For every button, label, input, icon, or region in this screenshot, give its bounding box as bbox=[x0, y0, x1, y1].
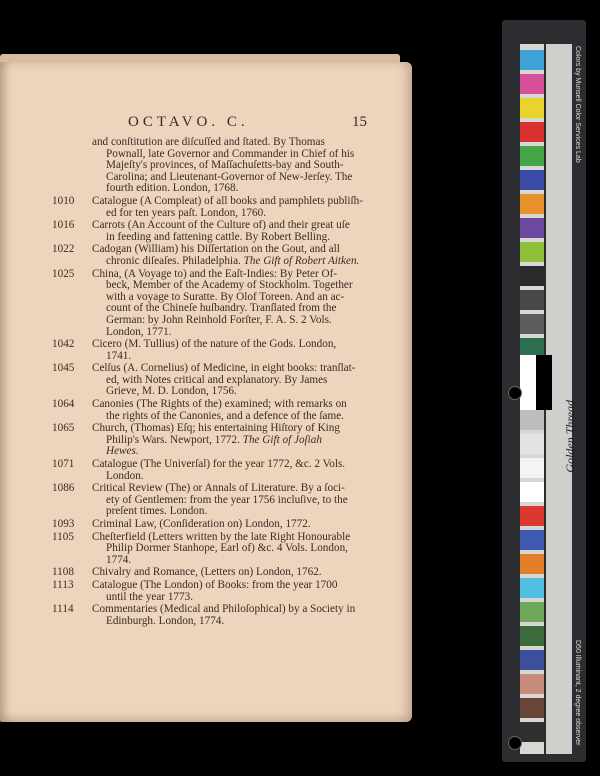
entry-line: China, (A Voyage to) and the Eaſt-Indies: By Peter Of- bbox=[92, 267, 338, 280]
entry-line: chronic diſeaſes. Philadelphia. The Gift of Robert Aitken. bbox=[106, 254, 360, 267]
entry-line: Canonies (The Rights of the) examined; with remarks on bbox=[92, 398, 347, 411]
entry-line: Majeſty's provinces, of Maſſachuſetts-bay and South- bbox=[106, 159, 344, 172]
handwritten-label: Golden Thread bbox=[563, 400, 577, 473]
catalogue-entry bbox=[52, 532, 370, 567]
entry-line: Pownall, late Governor and Commander in Chief of his bbox=[106, 147, 355, 160]
color-swatch bbox=[520, 314, 544, 334]
entry-line: in feeding and fattening cattle. By Robert Belling. bbox=[106, 230, 331, 243]
color-swatch bbox=[520, 122, 544, 142]
color-swatch bbox=[520, 482, 544, 502]
entry-line: ed, with Notes critical and explanatory. By James bbox=[106, 373, 328, 386]
color-swatch bbox=[520, 194, 544, 214]
entry-line: German: by John Reinhold Forſter, F. A. S. 2 Vols. bbox=[106, 313, 332, 326]
entry-line: London, 1771. bbox=[106, 325, 172, 338]
page-gutter-shadow bbox=[0, 62, 12, 722]
entry-number: 1114 bbox=[52, 603, 74, 616]
entry-line: Commentaries (Medical and Philoſophical) by a Society in bbox=[92, 603, 356, 616]
color-swatch bbox=[520, 554, 544, 574]
entry-line: Carrots (An Account of the Culture of) and their great uſe bbox=[92, 219, 350, 232]
color-swatch bbox=[520, 506, 544, 526]
color-swatch bbox=[520, 290, 544, 310]
color-swatch bbox=[520, 650, 544, 670]
entry-number: 1025 bbox=[52, 267, 75, 280]
color-swatch bbox=[520, 434, 544, 454]
catalogue-entry bbox=[52, 339, 370, 362]
entry-number: 1086 bbox=[52, 482, 75, 495]
catalogue-entry bbox=[52, 196, 370, 219]
catalogue-entry bbox=[52, 580, 370, 603]
entry-line: 1774. bbox=[106, 553, 132, 566]
color-swatch bbox=[520, 626, 544, 646]
entry-line: ety of Gentlemen: from the year 1756 incluſive, to the bbox=[106, 493, 348, 506]
catalogue-entry bbox=[52, 137, 370, 195]
target-hole-icon bbox=[508, 736, 522, 750]
entry-line: Cicero (M. Tullius) of the nature of the Gods. London, bbox=[92, 338, 337, 351]
entry-line: Chivalry and Romance, (Letters on) London, 1762. bbox=[92, 566, 322, 579]
color-swatch bbox=[520, 674, 544, 694]
catalogue-entry bbox=[52, 269, 370, 339]
entry-line: Cheſterfield (Letters written by the late Right Honourable bbox=[92, 530, 351, 543]
entry-line: Philip's Wars. Newport, 1772. The Gift of Joſiah bbox=[106, 433, 322, 446]
entry-line: Cadogan (William) his Diſſertation on the Gout, and all bbox=[92, 243, 340, 256]
entry-number: 1071 bbox=[52, 458, 75, 471]
color-swatch bbox=[520, 218, 544, 238]
entry-line: fourth edition. London, 1768. bbox=[106, 182, 239, 195]
entry-line: beck, Member of the Academy of Stockholm. Together bbox=[106, 279, 353, 292]
entry-number: 1042 bbox=[52, 338, 75, 351]
entry-line: Criminal Law, (Conſideration on) London, 1772. bbox=[92, 518, 311, 530]
catalogue-entry bbox=[52, 604, 370, 627]
color-swatch bbox=[520, 146, 544, 166]
entry-line: Critical Review (The) or Annals of Literature. By a ſoci- bbox=[92, 482, 345, 495]
target-hole-icon bbox=[508, 386, 522, 400]
entry-line: Catalogue (A Compleat) of all books and pamphlets publiſh- bbox=[92, 194, 363, 207]
entry-number: 1065 bbox=[52, 422, 75, 435]
entry-line: Philip Dormer Stanhope, Earl of) &c. 4 Vols. London, bbox=[106, 542, 348, 555]
entry-line: preſent times. London. bbox=[106, 505, 208, 518]
entry-number: 1010 bbox=[52, 194, 75, 207]
color-swatch bbox=[520, 722, 544, 742]
color-swatch bbox=[520, 410, 544, 430]
entry-line: Edinburgh. London, 1774. bbox=[106, 614, 225, 627]
entry-line: the rights of the Canonies, and a defence of the ſame. bbox=[106, 409, 344, 422]
entry-number: 1022 bbox=[52, 243, 75, 256]
catalogue-entry bbox=[52, 519, 370, 531]
entry-line: and conſtitution are diſcuſſed and ſtated. By Thomas bbox=[92, 136, 325, 148]
entry-line: 1741. bbox=[106, 349, 132, 362]
entry-line: Church, (Thomas) Eſq; his entertaining Hiſtory of King bbox=[92, 422, 340, 435]
catalogue-entry bbox=[52, 244, 370, 267]
entry-line: until the year 1773. bbox=[106, 590, 193, 603]
entry-gift-note: Hewes. bbox=[106, 445, 139, 458]
entry-gift-note: The Gift of Robert Aitken. bbox=[240, 254, 360, 267]
color-swatch bbox=[520, 242, 544, 262]
checker-pattern bbox=[520, 355, 552, 410]
color-swatch bbox=[520, 530, 544, 550]
entry-line: Catalogue (The Univerſal) for the year 1772, &c. 2 Vols. bbox=[92, 458, 346, 471]
entry-number: 1105 bbox=[52, 530, 74, 543]
entry-number: 1064 bbox=[52, 398, 75, 411]
entry-gift-note: The Gift of Joſiah bbox=[239, 433, 322, 446]
entry-number: 1113 bbox=[52, 578, 74, 591]
entry-number: 1093 bbox=[52, 518, 75, 530]
target-brand-text: Colors by Munsell Color Services Lab bbox=[574, 46, 581, 163]
color-swatch bbox=[520, 602, 544, 622]
catalogue-entry bbox=[52, 363, 370, 398]
color-swatch bbox=[520, 698, 544, 718]
entry-line: count of the Chineſe huſbandry. Tranſlated from the bbox=[106, 302, 337, 315]
entry-line: London. bbox=[106, 469, 144, 482]
entry-number: 1016 bbox=[52, 219, 75, 232]
color-swatch bbox=[520, 98, 544, 118]
entry-number: 1108 bbox=[52, 566, 74, 579]
color-swatch bbox=[520, 50, 544, 70]
color-swatch bbox=[520, 74, 544, 94]
color-swatch bbox=[520, 458, 544, 478]
catalogue-entries bbox=[52, 137, 370, 628]
color-swatch bbox=[520, 170, 544, 190]
color-swatch bbox=[520, 266, 544, 286]
color-swatch bbox=[520, 578, 544, 598]
entry-number: 1045 bbox=[52, 362, 75, 375]
entry-line: Catalogue (The London) of Books: from the year 1700 bbox=[92, 578, 338, 591]
catalogue-entry bbox=[52, 399, 370, 422]
catalogue-entry bbox=[52, 483, 370, 518]
catalogue-entry bbox=[52, 567, 370, 579]
entry-line: ed for ten years paſt. London, 1760. bbox=[106, 206, 267, 219]
entry-line: Grieve, M. D. London, 1756. bbox=[106, 385, 237, 398]
entry-line: Carolina; and Lieutenant-Governor of New-Jerſey. The bbox=[106, 170, 353, 183]
catalogue-entry bbox=[52, 459, 370, 482]
page-number: 15 bbox=[352, 114, 367, 130]
entry-line: with a voyage to Suratte. By Olof Toreen. And an ac- bbox=[106, 290, 345, 303]
section-title: OCTAVO. C. bbox=[128, 114, 249, 130]
catalogue-entry bbox=[52, 423, 370, 458]
target-footer-text: D50 Illuminant, 2 degree observer bbox=[574, 640, 581, 746]
page-header bbox=[0, 114, 412, 134]
catalogue-entry bbox=[52, 220, 370, 243]
entry-line: Celſus (A. Cornelius) of Medicine, in eight books: tranſlat- bbox=[92, 362, 356, 375]
